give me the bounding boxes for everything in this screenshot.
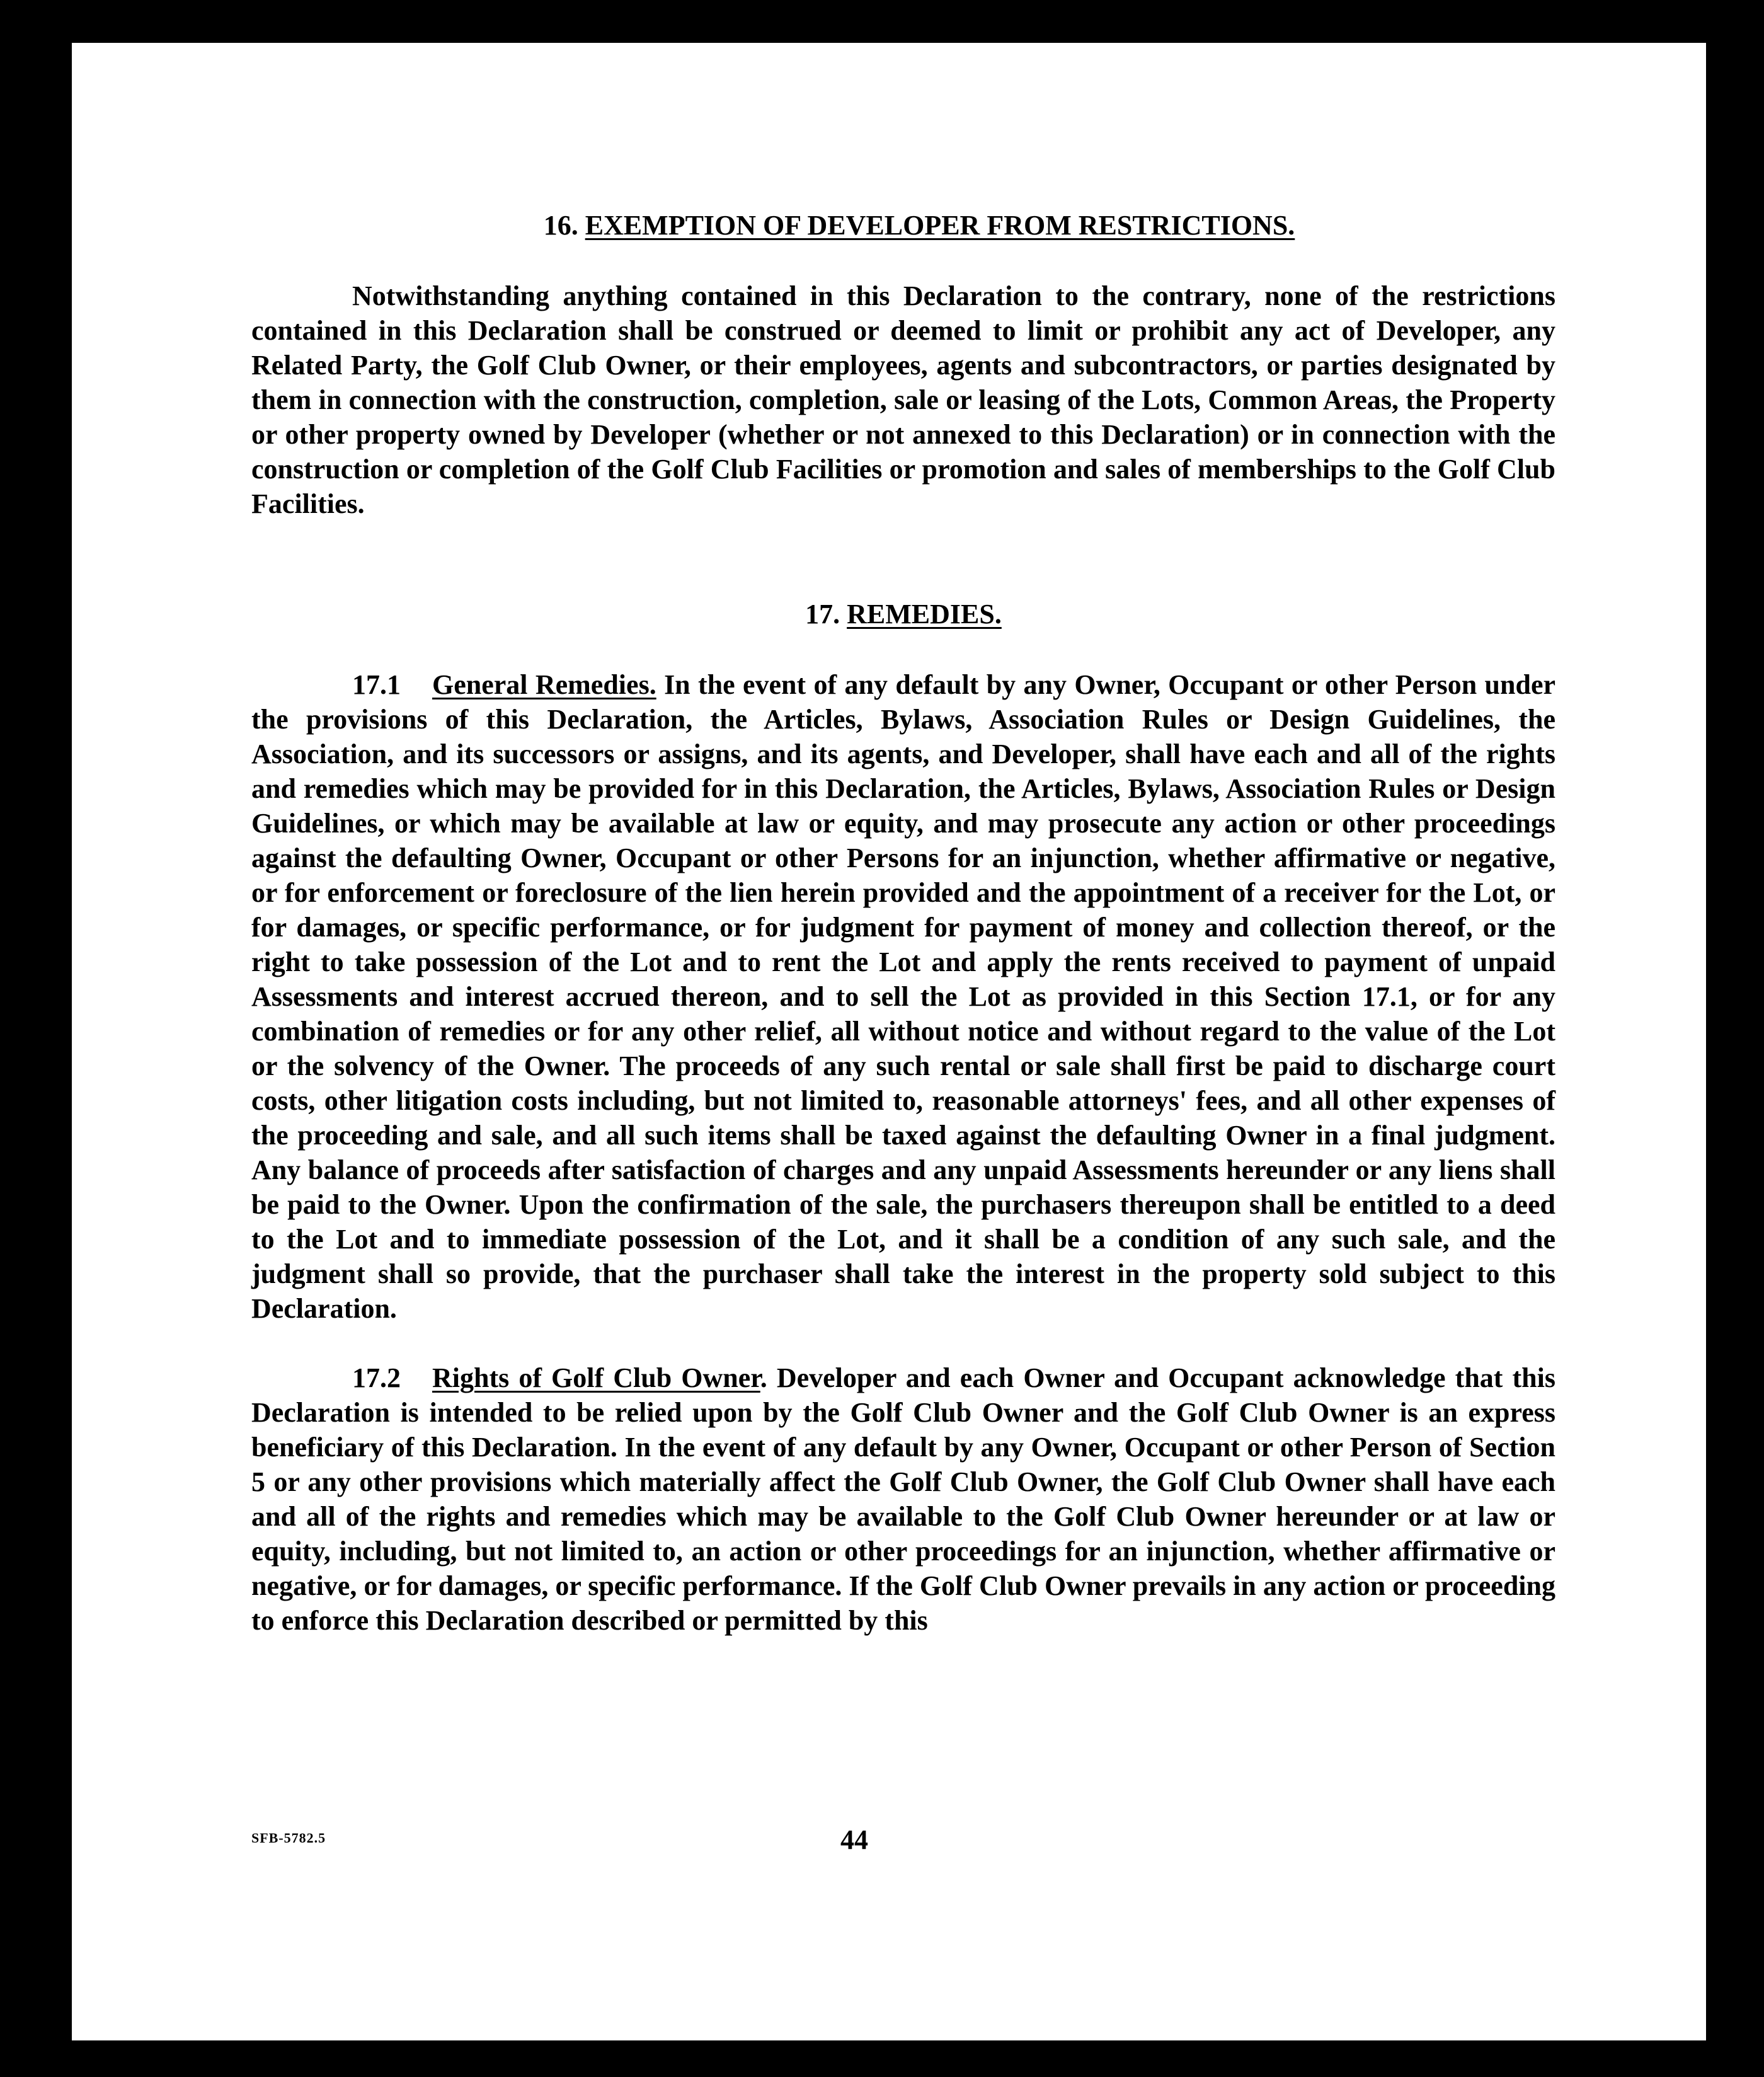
subsection-17-2-number: 17.2 [352, 1362, 401, 1393]
section-17-number: 17. [805, 599, 840, 630]
page-content [251, 208, 1555, 1638]
subsection-17-2 [251, 1361, 1555, 1638]
subsection-17-2-title: Rights of Golf Club Owner [432, 1362, 760, 1393]
subsection-17-1 [251, 667, 1555, 1326]
section-16-heading [283, 208, 1555, 243]
subsection-17-2-title-suffix: . [760, 1362, 767, 1393]
section-16-body: Notwithstanding anything contained in this Declaration to the contrary, none of the restrictions contained in this Declaration shall be construed or deemed to limit or prohibit any act of Developer, any Related Party, the Golf Club Owner, or their employees, agents and subcontractors, or parties designated by them in connection with the construction, completion, sale or leasing of the Lots, Common Areas, the Property or other property owned by Developer (whether or not annexed to this Declaration) or in connection with the construction or completion of the Golf Club Facilities or promotion and sales of memberships to the Golf Club Facilities. [251, 280, 1555, 519]
section-17-title: REMEDIES. [847, 599, 1002, 630]
subsection-17-1-title: General Remedies. [432, 669, 656, 700]
document-page [72, 43, 1706, 2040]
section-16-title: EXEMPTION OF DEVELOPER FROM RESTRICTIONS. [585, 210, 1295, 241]
section-16-number: 16. [543, 210, 578, 241]
subsection-17-1-number: 17.1 [352, 669, 401, 700]
section-17-heading [251, 597, 1555, 632]
page-number: 44 [840, 1824, 868, 1855]
document-code: SFB-5782.5 [251, 1830, 326, 1846]
subsection-17-1-body: In the event of any default by any Owner, Occupant or other Person under the provisions of this Declaration, the Articles, Bylaws, Association Rules or Design Guidelines, the Association, and its successors or assigns, and its agents, and Developer, shall have each and all of the rights and remedies which may be provided for in this Declaration, the Articles, Bylaws, Association Rules or Design Guidelines, or which may be available at law or equity, and may prosecute any action or other proceedings against the defaulting Owner, Occupant or other Persons for an injunction, whether affirmative or negative, or for enforcement or foreclosure of the lien herein provided and the appointment of a receiver for the Lot, or for damages, or specific performance, or for judgment for payment of money and collection thereof, or the right to take possession of the Lot and to rent the Lot and apply the rents received to payment of unpaid Assessments and interest accrued thereon, and to sell the Lot as provided in this Section 17.1, or for any combination of remedies or for any other relief, all without notice and without regard to the value of the Lot or the solvency of the Owner. The proceeds of any such rental or sale shall first be paid to discharge court costs, other litigation costs including, but not limited to, reasonable attorneys' fees, and all other expenses of the proceeding and sale, and all such items shall be taxed against the defaulting Owner in a final judgment. Any balance of proceeds after satisfaction of charges and any unpaid Assessments hereunder or any liens shall be paid to the Owner. Upon the confirmation of the sale, the purchasers thereupon shall be entitled to a deed to the Lot and to immediate possession of the Lot, and it shall be a condition of any such sale, and the judgment shall so provide, that the purchaser shall take the interest in the property sold subject to this Declaration. [251, 669, 1556, 1324]
subsection-17-2-body: Developer and each Owner and Occupant acknowledge that this Declaration is intended to be relied upon by the Golf Club Owner and the Golf Club Owner is an express beneficiary of this Declaration. In the event of any default by any Owner, Occupant or other Person of Section 5 or any other provisions which materially affect the Golf Club Owner, the Golf Club Owner shall have each and all of the rights and remedies which may be available to the Golf Club Owner hereunder or at law or equity, including, but not limited to, an action or other proceedings for an injunction, whether affirmative or negative, or for damages, or specific performance. If the Golf Club Owner prevails in any action or proceeding to enforce this Declaration described or permitted by this [251, 1362, 1555, 1636]
